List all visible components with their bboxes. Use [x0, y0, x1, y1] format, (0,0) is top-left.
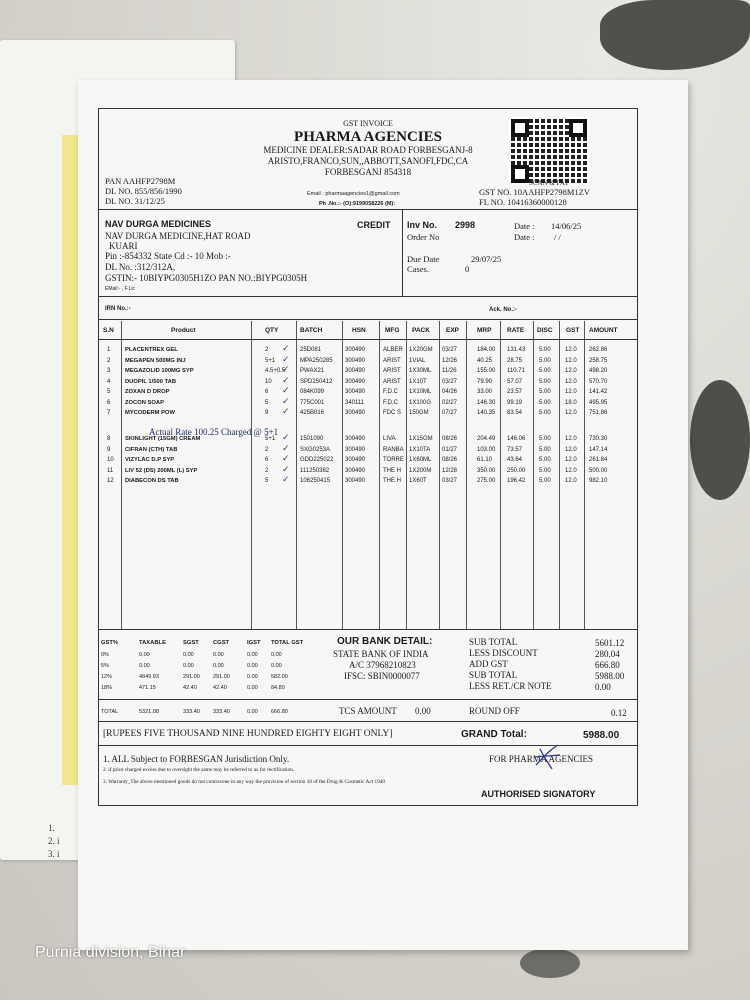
table-cell: 300490: [345, 436, 366, 442]
gst-cell: 0.00: [213, 663, 224, 669]
gst-cell: 291.00: [183, 674, 200, 680]
credit-label: CREDIT: [357, 220, 391, 230]
gst-cell: 5%: [101, 663, 109, 669]
table-cell: 300490: [345, 478, 366, 484]
buyer-address-2: KUARI: [109, 241, 138, 251]
totals-label: LESS RET./CR NOTE: [469, 681, 552, 691]
col-batch: BATCH: [300, 327, 323, 334]
table-cell: LIV 52 (DS) 200ML (L) SYP: [125, 467, 198, 474]
pan-number: PAN AAHFP2798M: [105, 176, 176, 186]
payment-qr-code: [509, 117, 589, 185]
table-cell: 11/26: [442, 368, 457, 374]
gst-cell: 666.80: [271, 709, 288, 715]
table-cell: 1X10TA: [409, 446, 431, 453]
table-cell: MYCODERM POW: [125, 410, 175, 416]
totals-value: 0.00: [595, 682, 611, 692]
totals-label: ADD GST: [469, 659, 508, 669]
gst-cell: 4849.93: [139, 674, 159, 680]
table-cell: 300490: [345, 410, 366, 416]
table-cell: 4: [107, 378, 111, 385]
table-cell: 18.0: [565, 399, 577, 406]
table-cell: 43.64: [507, 457, 523, 463]
table-cell: 03/27: [442, 378, 458, 385]
table-cell: 1X60ML: [409, 457, 432, 463]
table-cell: 250.00: [507, 467, 526, 474]
table-cell: F.D.C: [383, 399, 398, 406]
table-cell: 5.00: [539, 478, 551, 484]
dealer-line: MEDICINE DEALER:SADAR ROAD FORBESGANJ-8: [263, 145, 473, 155]
table-cell: 5: [265, 478, 269, 484]
table-cell: 730.30: [589, 436, 608, 442]
table-cell: 28.75: [507, 357, 523, 364]
table-cell: 33.00: [477, 389, 493, 395]
table-cell: 300490: [345, 467, 366, 474]
table-cell: 5.00: [539, 389, 551, 395]
items-table-header: [99, 321, 637, 339]
irn-label: IRN No.:-: [105, 306, 131, 312]
table-cell: 110.71: [507, 368, 525, 374]
brands-line: ARISTO,FRANCO,SUN,,ABBOTT,SANOFI,FDC,CA: [267, 156, 469, 166]
table-cell: 83.54: [507, 410, 523, 416]
bank-name: STATE BANK OF INDIA: [333, 649, 429, 659]
table-cell: 12.0: [565, 467, 577, 474]
tick-mark-icon: ✓: [282, 406, 290, 416]
company-name: PHARMA AGENCIES: [294, 129, 442, 145]
bank-ifsc: IFSC: SBIN0000077: [344, 671, 420, 681]
side-list-item: 2. i: [48, 836, 60, 846]
gst-cell: TAXABLE: [139, 640, 166, 646]
table-cell: 5.00: [539, 410, 551, 416]
table-cell: 57.07: [507, 378, 523, 385]
background-stain: [690, 380, 750, 500]
bank-account: A/C 37968210823: [349, 660, 416, 670]
table-cell: 6: [107, 399, 111, 406]
term-3: 3. Warranty_The above mentioned goods do not contravene in any way the provision of section 18 of the Drug & Cosmetic Act 1940: [103, 779, 386, 785]
col-qty: QTY: [265, 327, 279, 334]
table-cell: VIZYLAC D.P SYP: [125, 457, 175, 463]
col-product: Product: [171, 327, 196, 334]
table-cell: ZOXAN D DROP: [125, 389, 170, 395]
gst-cell: 0.00: [247, 663, 258, 669]
table-cell: 5.00: [539, 467, 551, 474]
table-cell: 131.43: [507, 347, 526, 353]
buyer-gstin: GSTIN:- 10BIYPG0305H1ZO PAN NO.:BIYPG0305H: [105, 273, 308, 283]
tick-mark-icon: ✓: [282, 432, 290, 442]
table-cell: 01/27: [442, 446, 458, 453]
gst-cell: 0.00: [183, 652, 194, 658]
totals-label: SUB TOTAL: [469, 670, 518, 680]
gst-cell: 471.15: [139, 685, 156, 691]
table-cell: 184.00: [477, 347, 496, 353]
gst-cell: 291.00: [213, 674, 230, 680]
table-cell: 2: [265, 446, 269, 453]
due-date: 29/07/25: [471, 254, 502, 264]
table-cell: 570.70: [589, 378, 608, 385]
table-cell: DIABECON DS TAB: [125, 478, 179, 484]
table-cell: SXG0253A: [300, 446, 331, 453]
table-cell: MEGAZOLID 100MG SYP: [125, 368, 194, 374]
tcs-value: 0.00: [415, 706, 431, 716]
table-cell: 12/28: [442, 467, 458, 474]
handwritten-signature: [532, 743, 562, 771]
table-cell: FDC S: [383, 410, 401, 416]
table-cell: SPD250412: [300, 378, 333, 385]
table-cell: MPA250285: [300, 357, 333, 364]
table-cell: DUOPIL 1/500 TAB: [125, 378, 177, 385]
table-cell: 196.42: [507, 478, 526, 484]
gst-cell: 42.40: [183, 685, 197, 691]
handwritten-note: Actual Rate 100.25 Charged @ 5+1: [149, 427, 279, 437]
term-2: 2. if price charged excess due to oversight the same may be referred to us for rectification.: [103, 767, 295, 773]
table-cell: TORRE: [383, 457, 404, 463]
for-company: FOR PHARMA AGENCIES: [489, 754, 594, 764]
table-cell: 751.86: [589, 410, 608, 416]
cases-label: Cases.: [407, 264, 429, 274]
col-mfg: MFG: [385, 327, 400, 334]
gst-cell: TOTAL GST: [271, 640, 304, 646]
table-cell: 1X10T: [409, 378, 427, 385]
order-date: / /: [554, 232, 561, 242]
buyer-email: EMail:- , F.Lic: [105, 286, 136, 292]
table-cell: 12.0: [565, 436, 577, 442]
table-cell: 775C001: [300, 399, 325, 406]
table-cell: 1501090: [300, 436, 324, 442]
col-mrp: MRP: [477, 327, 492, 334]
table-cell: 2: [265, 347, 269, 353]
table-cell: 300490: [345, 357, 366, 364]
table-cell: 275.00: [477, 478, 496, 484]
table-cell: 2: [107, 357, 111, 364]
table-cell: 10: [265, 378, 272, 385]
table-cell: ARIST: [383, 368, 401, 374]
table-cell: F.D.C: [383, 389, 398, 395]
gst-cell: 0.00: [247, 709, 258, 715]
table-cell: 146.30: [477, 399, 496, 406]
table-cell: 258.75: [589, 357, 608, 364]
col-hsn: HSN: [352, 327, 366, 334]
tick-mark-icon: ✓: [282, 463, 290, 474]
table-cell: 73.57: [507, 446, 523, 453]
table-cell: 1X60T: [409, 478, 427, 484]
side-list-item: 1.: [48, 823, 55, 833]
buyer-name: NAV DURGA MEDICINES: [105, 219, 212, 229]
table-cell: LIVA: [383, 436, 396, 442]
buyer-dl: DL No. :312/312A,: [105, 262, 176, 272]
table-cell: 103.00: [477, 446, 496, 453]
order-date-label: Date :: [514, 232, 535, 242]
table-cell: 5+1: [265, 357, 276, 364]
table-cell: THE H: [383, 467, 401, 474]
grand-total-label: GRAND Total:: [461, 729, 527, 740]
col-sn: S.N: [103, 327, 114, 334]
tick-mark-icon: ✓: [282, 364, 290, 374]
gst-cell: 12%: [101, 674, 113, 680]
table-cell: 6: [265, 389, 269, 395]
table-cell: 141.42: [589, 389, 608, 395]
table-cell: GDD225022: [300, 457, 334, 463]
table-cell: 6: [265, 457, 269, 463]
table-cell: 07/27: [442, 410, 458, 416]
side-list-item: 3. i: [48, 849, 60, 859]
gst-cell: 0.00: [271, 663, 282, 669]
term-1: 1. ALL Subject to FORBESGAN Jurisdiction Only.: [103, 754, 290, 764]
table-cell: 11: [107, 467, 114, 474]
table-cell: ARIST: [383, 378, 401, 385]
table-cell: PLACENTREX GEL: [125, 347, 178, 353]
buyer-address: NAV DURGA MEDICINE,HAT ROAD: [105, 231, 251, 241]
grand-total-value: 5988.00: [583, 730, 620, 741]
totals-label: LESS DISCOUNT: [469, 648, 538, 658]
col-pack: PACK: [412, 327, 430, 334]
table-cell: 79.90: [477, 378, 493, 385]
gst-cell: IGST: [247, 640, 261, 646]
dl-date: DL NO. 31/12/25: [105, 196, 165, 206]
inv-label: Inv No.: [407, 220, 438, 230]
table-cell: 12.0: [565, 368, 577, 374]
table-cell: 02/27: [442, 399, 458, 406]
amount-in-words: [RUPEES FIVE THOUSAND NINE HUNDRED EIGHTY EIGHT ONLY]: [103, 729, 393, 739]
email: Email : pharmaagencies1@gmail.com: [307, 191, 400, 197]
table-cell: THE H: [383, 478, 401, 484]
scan-pay-label: SCAN & PAY: [529, 179, 570, 187]
authorised-signatory: AUTHORISED SIGNATORY: [481, 789, 596, 799]
table-cell: 61.10: [477, 457, 493, 463]
inv-date: 14/06/25: [551, 221, 582, 231]
side-list: [48, 822, 60, 861]
table-cell: 5: [107, 389, 111, 395]
gst-cell: CGST: [213, 640, 230, 646]
table-cell: 1X20GM: [409, 347, 433, 353]
gst-cell: 582.00: [271, 674, 288, 680]
table-cell: 147.14: [589, 446, 608, 453]
ack-label: Ack. No.:-: [489, 307, 518, 313]
table-cell: 300490: [345, 347, 366, 353]
table-cell: 155.00: [477, 368, 496, 374]
inv-date-label: Date :: [514, 221, 535, 231]
gst-cell: 0.00: [271, 652, 282, 658]
col-gst: GST: [566, 327, 580, 334]
gst-cell: SGST: [183, 640, 199, 646]
gst-cell: 0.00: [139, 652, 150, 658]
gst-cell: 333.40: [213, 709, 230, 715]
gst-cell: 0.00: [139, 663, 150, 669]
table-cell: 982.10: [589, 478, 608, 484]
totals-value: 666.80: [595, 660, 620, 670]
bank-title: OUR BANK DETAIL:: [337, 636, 433, 647]
doc-type: GST INVOICE: [343, 119, 393, 128]
table-cell: 262.86: [589, 347, 608, 353]
table-cell: 12.0: [565, 389, 577, 395]
col-exp: EXP: [446, 327, 460, 334]
table-cell: 1X200M: [409, 467, 432, 474]
table-cell: 12.0: [565, 446, 577, 453]
tick-mark-icon: ✓: [282, 353, 290, 364]
buyer-pin: Pin :-854332 State Cd :- 10 Mob :-: [105, 251, 231, 261]
table-cell: 9: [107, 446, 111, 453]
table-cell: 1X100G: [409, 399, 432, 406]
gst-cell: 333.40: [183, 709, 200, 715]
table-cell: 5.00: [539, 378, 551, 385]
table-cell: 425B016: [300, 410, 325, 416]
table-cell: 3: [107, 368, 111, 374]
tick-mark-icon: ✓: [282, 395, 290, 406]
table-cell: 150GM: [409, 410, 429, 416]
phone: Ph .No.:- (O):9199058226 (M):: [319, 201, 396, 207]
table-cell: 300490: [345, 389, 366, 395]
table-cell: 300490: [345, 446, 366, 453]
table-cell: 23.57: [507, 389, 523, 395]
city-line: FORBESGANJ 854318: [324, 167, 412, 177]
table-cell: 40.25: [477, 357, 493, 364]
table-cell: 300490: [345, 378, 366, 385]
table-cell: 5.00: [539, 457, 551, 463]
table-cell: 99.19: [507, 399, 523, 406]
table-cell: 12.0: [565, 378, 577, 385]
tick-mark-icon: ✓: [282, 385, 290, 395]
table-cell: 1X10ML: [409, 389, 432, 395]
background-stain: [520, 948, 580, 978]
gst-cell: 0%: [101, 652, 109, 658]
table-cell: 5.00: [539, 347, 551, 353]
table-cell: SKINLIGHT (15GM) CREAM: [125, 436, 201, 442]
tick-mark-icon: ✓: [282, 474, 290, 484]
table-cell: 340111: [345, 399, 365, 406]
table-cell: 5+1: [265, 436, 276, 442]
gst-cell: 0.00: [247, 685, 258, 691]
col-disc: DISC: [537, 327, 553, 334]
gst-cell: TOTAL: [101, 709, 119, 715]
col-rate: RATE: [507, 327, 525, 334]
table-cell: 9: [265, 410, 269, 416]
tick-mark-icon: ✓: [282, 343, 290, 353]
totals-label: SUB TOTAL: [469, 637, 518, 647]
gst-cell: 0.00: [213, 652, 224, 658]
table-cell: 03/27: [442, 347, 458, 353]
tick-mark-icon: ✓: [282, 453, 290, 463]
table-cell: 12.0: [565, 410, 577, 416]
tick-mark-icon: ✓: [282, 442, 290, 453]
table-cell: 5.00: [539, 436, 551, 442]
table-cell: ZOCON SOAP: [125, 399, 164, 406]
photo-caption: Purnia division, Bihar: [35, 944, 186, 961]
table-cell: 495.95: [589, 399, 608, 406]
gst-cell: 42.40: [213, 685, 227, 691]
table-cell: 12.0: [565, 347, 577, 353]
table-cell: 140.35: [477, 410, 496, 416]
table-cell: 300490: [345, 457, 366, 463]
table-cell: ALBER: [383, 347, 403, 353]
table-cell: 08/26: [442, 436, 458, 442]
tcs-label: TCS AMOUNT: [339, 706, 397, 716]
table-cell: 12: [107, 478, 114, 484]
round-off-value: 0.12: [611, 708, 627, 718]
table-cell: 106250415: [300, 478, 331, 484]
table-cell: 111250382: [300, 467, 330, 474]
table-cell: 7: [107, 410, 111, 416]
table-cell: 03/27: [442, 478, 458, 484]
table-cell: CIFRAN (CTH) TAB: [125, 446, 178, 453]
gst-cell: 0.00: [183, 663, 194, 669]
table-cell: 1: [107, 347, 111, 353]
gst-cell: 84.80: [271, 685, 285, 691]
table-cell: PWAX21: [300, 368, 325, 374]
table-cell: 261.84: [589, 457, 608, 463]
table-cell: 5.00: [539, 368, 551, 374]
table-cell: 25D081: [300, 347, 322, 353]
table-cell: 1X30ML: [409, 368, 432, 374]
table-cell: MEGAPEN 500MG INJ: [125, 357, 186, 364]
totals-value: 5988.00: [595, 671, 625, 681]
table-cell: 5.00: [539, 399, 551, 406]
table-cell: 146.06: [507, 436, 526, 442]
table-cell: 350.00: [477, 467, 496, 474]
gst-cell: 5321.08: [139, 709, 159, 715]
table-cell: 12.0: [565, 357, 577, 364]
table-cell: 5.00: [539, 357, 551, 364]
table-cell: ARIST: [383, 357, 401, 364]
fl-number: FL NO. 10416360000128: [479, 197, 567, 207]
table-cell: 1X15GM: [409, 436, 433, 442]
table-cell: 5: [265, 399, 269, 406]
gst-cell: 0.00: [247, 674, 258, 680]
dl-number: DL NO. 855/856/1990: [105, 186, 182, 196]
table-cell: 2: [265, 467, 269, 474]
table-cell: 08/26: [442, 457, 458, 463]
table-cell: 12.0: [565, 478, 577, 484]
table-cell: 204.49: [477, 436, 496, 442]
table-cell: 4.5+0.5: [265, 368, 286, 374]
table-cell: 1VIAL: [409, 357, 426, 364]
inv-number: 2998: [455, 220, 476, 230]
gst-cell: GST%: [101, 640, 119, 646]
gst-cell: 18%: [101, 685, 113, 691]
table-cell: 300490: [345, 368, 366, 374]
order-label: Order No: [407, 232, 440, 242]
table-cell: 12.0: [565, 457, 577, 463]
table-cell: 084K099: [300, 389, 325, 395]
table-cell: RANBA: [383, 446, 404, 453]
totals-value: 280.04: [595, 649, 620, 659]
table-cell: 12/26: [442, 357, 458, 364]
table-cell: 8: [107, 436, 111, 442]
invoice: [98, 108, 638, 806]
round-off-label: ROUND OFF: [469, 706, 520, 716]
due-date-label: Due Date: [407, 254, 440, 264]
cases-value: 0: [465, 264, 470, 274]
table-cell: 10: [107, 457, 114, 463]
table-cell: 500.00: [589, 467, 608, 474]
totals-value: 5601.12: [595, 638, 625, 648]
table-cell: 498.20: [589, 368, 608, 374]
table-cell: 5.00: [539, 446, 551, 453]
gst-number: GST NO. 10AAHFP2798M1ZV: [479, 187, 591, 197]
tick-mark-icon: ✓: [282, 374, 290, 385]
table-cell: 04/26: [442, 389, 458, 395]
gst-cell: 0.00: [247, 652, 258, 658]
col-amount: AMOUNT: [589, 327, 618, 334]
